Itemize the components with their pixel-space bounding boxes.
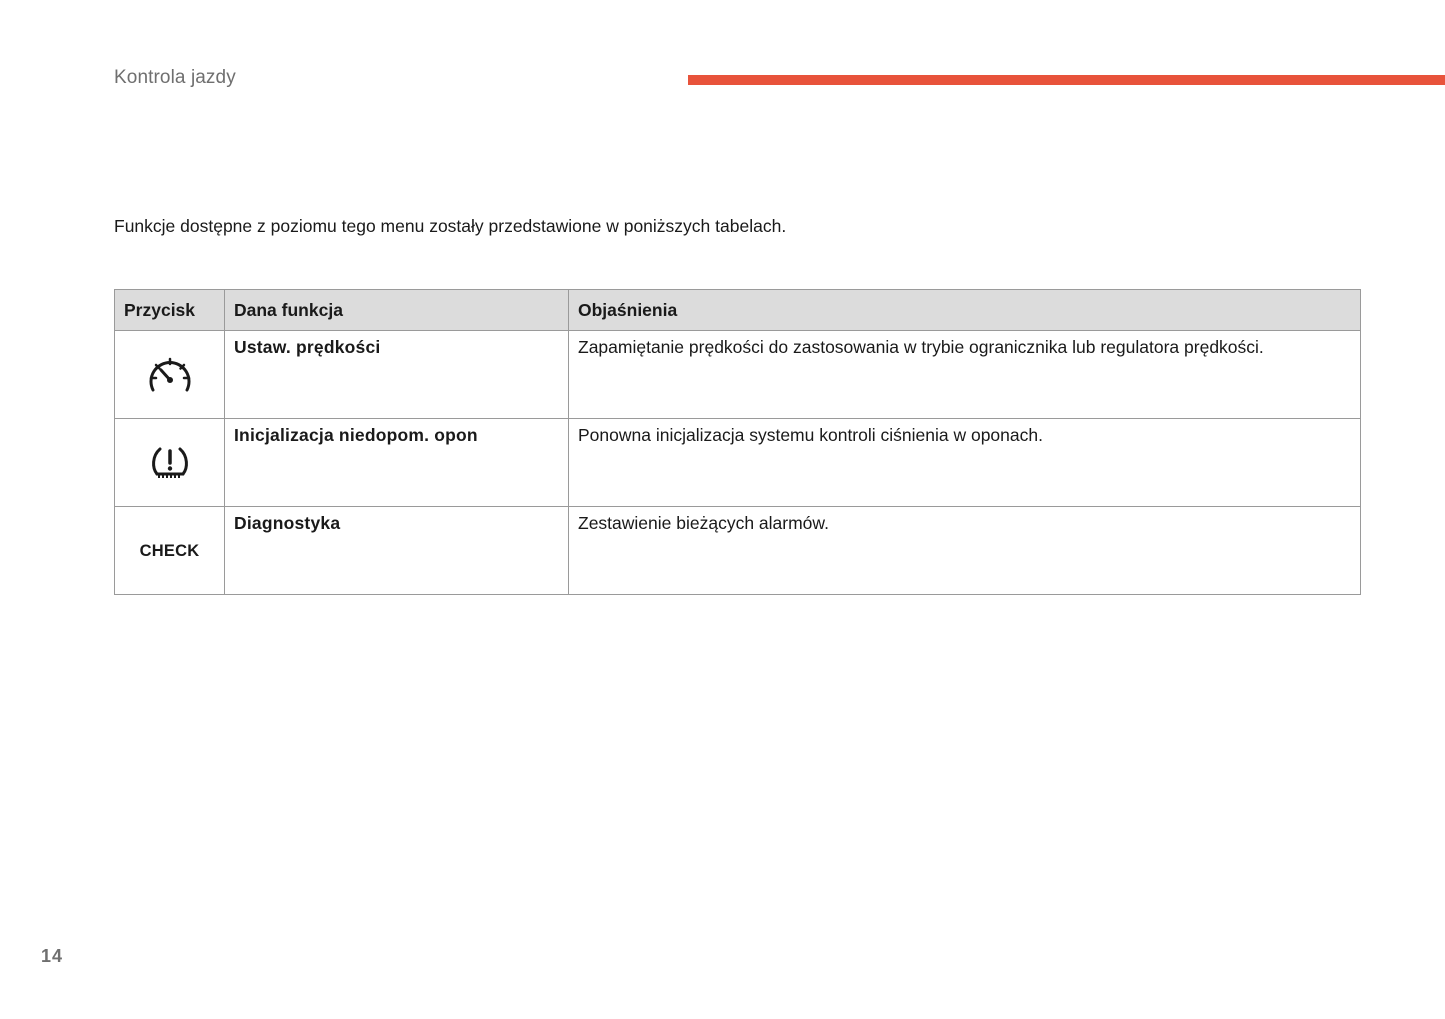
table-row — [115, 507, 1361, 595]
functions-table — [114, 289, 1361, 595]
button-cell — [115, 331, 225, 419]
function-name: Ustaw. prędkości — [225, 331, 569, 419]
column-header-button: Przycisk — [115, 290, 225, 331]
tire-pressure-warning-icon — [150, 451, 190, 471]
intro-text: Funkcje dostępne z poziomu tego menu zostały przedstawione w poniższych tabelach. — [114, 216, 787, 236]
check-button-label: CHECK — [139, 542, 200, 560]
table-row — [115, 331, 1361, 419]
function-explanation: Ponowna inicjalizacja systemu kontroli ciśnienia w oponach. — [569, 419, 1361, 507]
speedometer-icon — [145, 363, 195, 383]
function-explanation: Zapamiętanie prędkości do zastosowania w trybie ogranicznika lub regulatora prędkości. — [569, 331, 1361, 419]
function-name: Inicjalizacja niedopom. opon — [225, 419, 569, 507]
column-header-explanation: Objaśnienia — [569, 290, 1361, 331]
section-title: Kontrola jazdy — [114, 67, 236, 88]
button-cell — [115, 419, 225, 507]
function-explanation: Zestawienie bieżących alarmów. — [569, 507, 1361, 595]
table-row — [115, 419, 1361, 507]
page-number: 14 — [41, 946, 64, 966]
function-name: Diagnostyka — [225, 507, 569, 595]
button-cell — [115, 507, 225, 595]
header-accent-bar — [688, 75, 1445, 85]
table-header-row — [115, 290, 1361, 331]
column-header-function: Dana funkcja — [225, 290, 569, 331]
